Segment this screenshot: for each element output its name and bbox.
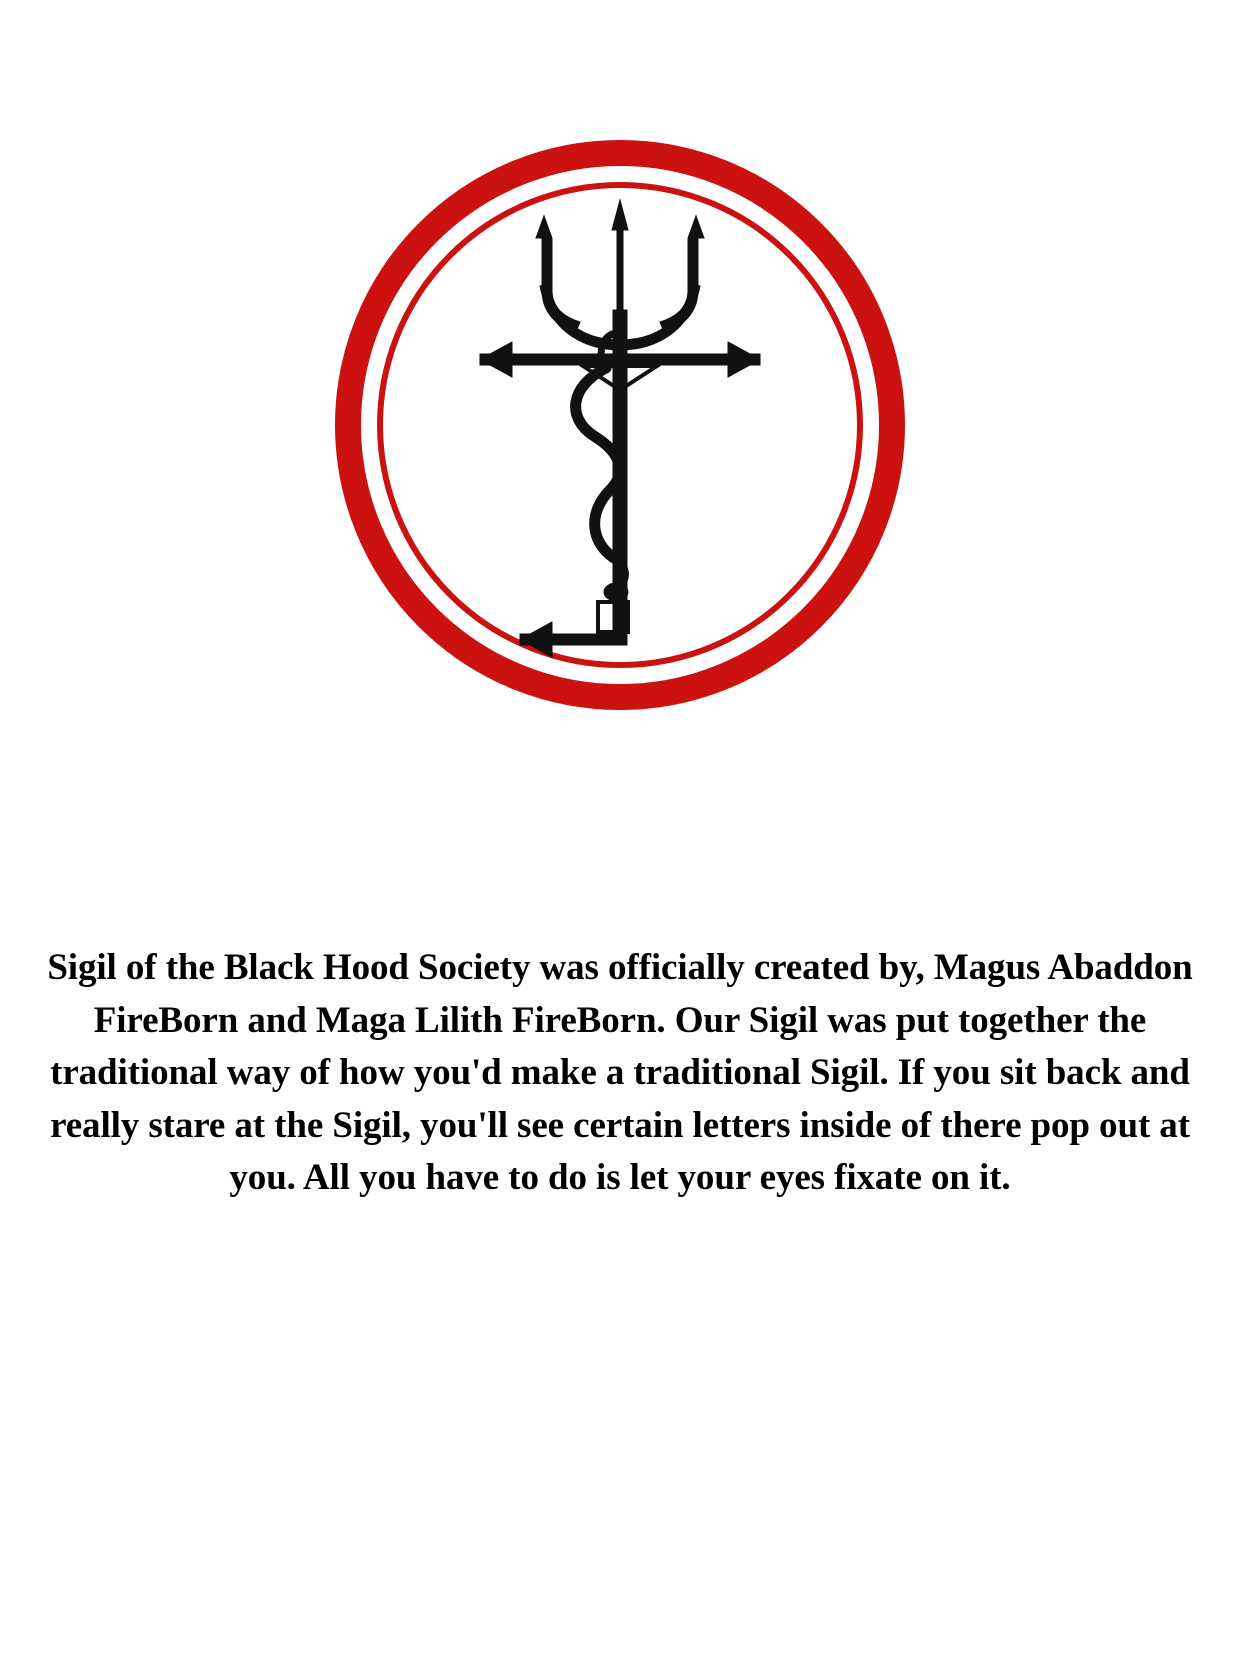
sigil-graphic [335, 140, 905, 710]
sigil-description-paragraph: Sigil of the Black Hood Society was officially created by, Magus Abaddon FireBorn and Maga Lilith FireBorn. Our Sigil was put together the traditional way of how you'd make a traditional Sigil. If you sit back and really stare at the Sigil, you'll see certain letters inside of there pop out at you. All you have to do is let your eyes fixate on it. [47, 947, 1193, 1199]
sigil-emblem [0, 140, 1240, 720]
trident-cross-serpent-icon [420, 190, 820, 660]
